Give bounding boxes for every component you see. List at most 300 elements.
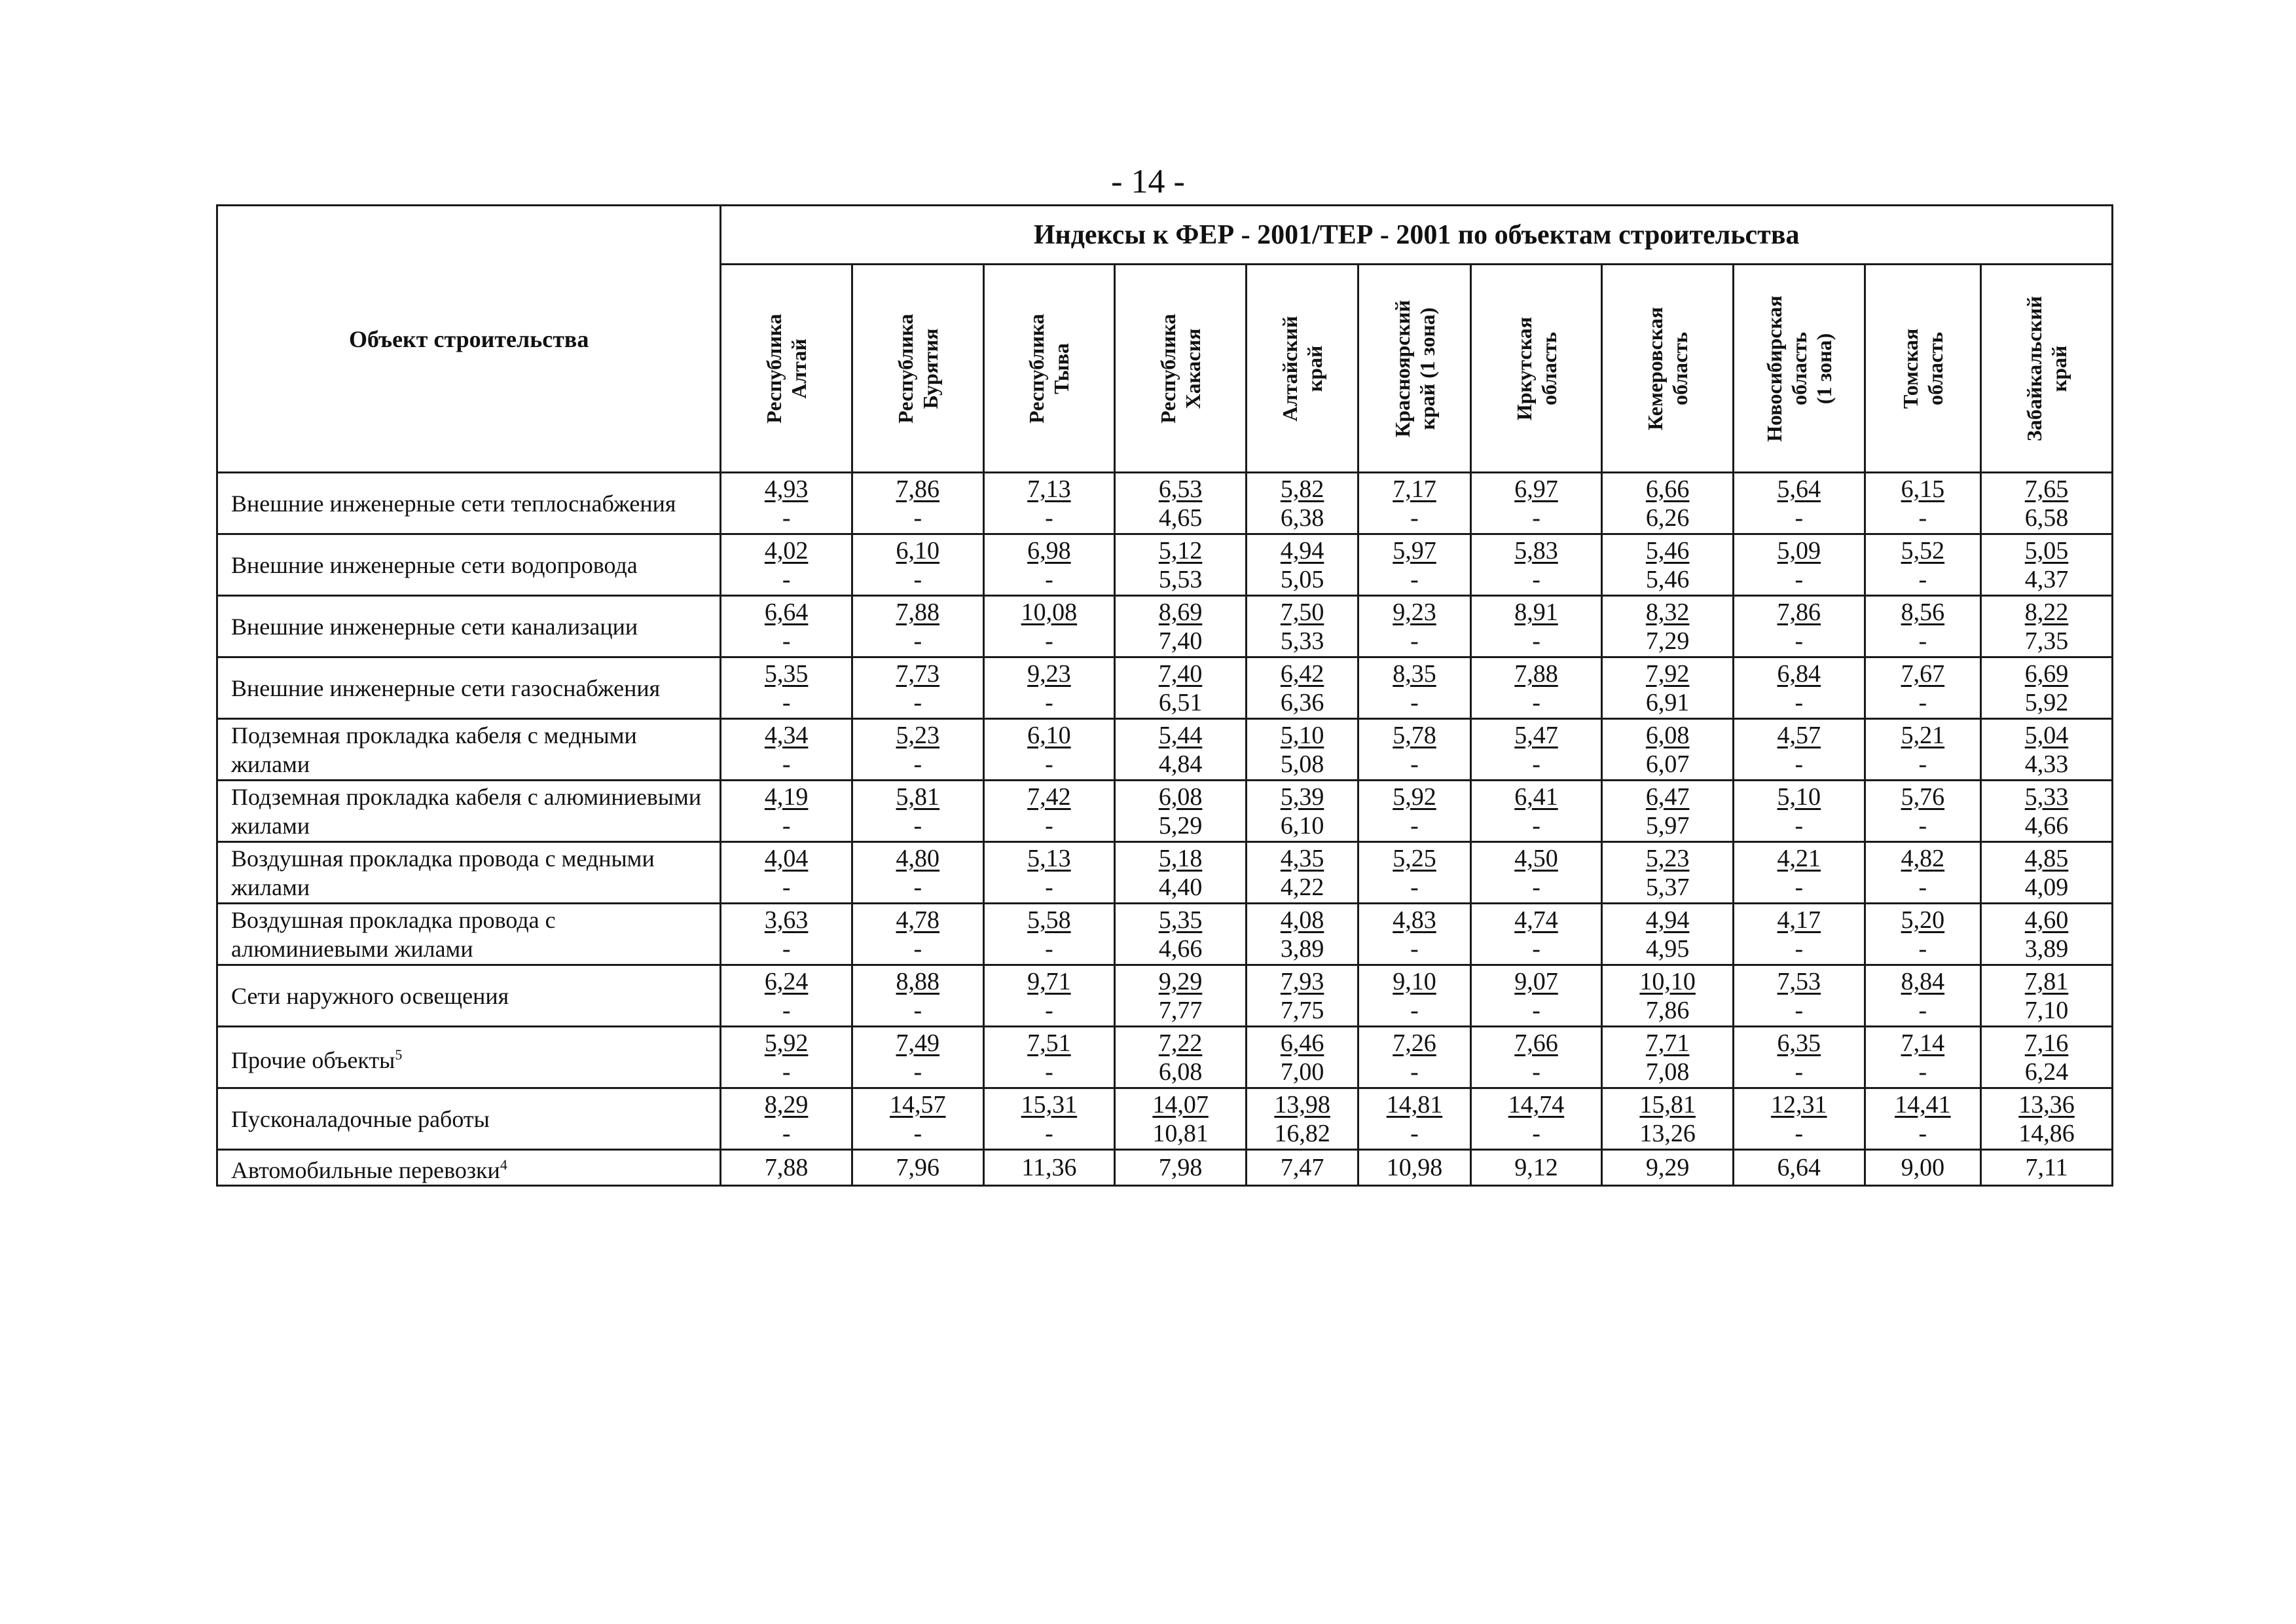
table-row xyxy=(217,904,2113,965)
index-value-top: 5,12 xyxy=(1158,536,1203,564)
index-cell xyxy=(1602,719,1734,781)
index-value-top: 8,56 xyxy=(1901,598,1945,626)
index-value-top: 12,31 xyxy=(1771,1090,1827,1118)
index-cell xyxy=(1358,1027,1470,1088)
object-name: Воздушная прокладка провода с алюминиевыми жилами xyxy=(231,906,556,962)
index-cell xyxy=(983,965,1115,1027)
index-cell xyxy=(1115,534,1247,596)
index-cell xyxy=(1733,1088,1865,1150)
index-cell xyxy=(1602,473,1734,534)
index-value-top: 7,26 xyxy=(1393,1029,1436,1057)
index-value-bottom: 4,66 xyxy=(1158,934,1203,963)
index-cell xyxy=(1865,473,1980,534)
index-value-top: 6,46 xyxy=(1280,1029,1324,1057)
index-value-bottom: 5,92 xyxy=(2024,688,2069,716)
object-name: Сети наружного освещения xyxy=(231,982,509,1009)
index-value-bottom: - xyxy=(1045,1119,1053,1147)
index-cell xyxy=(1981,473,2113,534)
index-value-top: 8,84 xyxy=(1901,967,1945,995)
index-cell xyxy=(983,904,1115,965)
region-header-line: Забайкальский xyxy=(2022,295,2047,441)
index-value-bottom: 5,29 xyxy=(1158,811,1203,840)
region-header-line: край xyxy=(1303,345,1327,392)
region-header-line: Новосибирская xyxy=(1762,295,1786,442)
index-cell xyxy=(852,965,983,1027)
index-cell xyxy=(1246,904,1358,965)
index-cell xyxy=(1602,904,1734,965)
index-value-bottom: - xyxy=(1918,934,1927,963)
region-header xyxy=(1981,265,2113,473)
index-cell xyxy=(1981,904,2113,965)
index-cell xyxy=(721,1027,852,1088)
object-name: Внешние инженерные сети водопровода xyxy=(231,551,638,578)
index-value-bottom: 6,07 xyxy=(1645,750,1690,778)
index-value-top: 6,64 xyxy=(764,598,809,626)
index-value-top: 4,80 xyxy=(896,844,940,872)
index-cell xyxy=(1470,596,1602,657)
index-value-top: 7,53 xyxy=(1777,967,1821,995)
index-cell xyxy=(1358,657,1470,719)
index-value-bottom: 6,08 xyxy=(1158,1058,1203,1086)
region-header xyxy=(1602,265,1734,473)
index-value-bottom: - xyxy=(782,873,791,901)
index-cell xyxy=(1115,473,1247,534)
index-value-top: 6,08 xyxy=(1645,721,1690,749)
index-value-top: 14,81 xyxy=(1386,1090,1443,1118)
object-name-cell xyxy=(217,1150,721,1186)
index-value-bottom: - xyxy=(1532,627,1540,655)
region-header xyxy=(983,265,1115,473)
index-value-top: 5,35 xyxy=(1158,906,1203,934)
index-cell xyxy=(1602,781,1734,842)
index-cell xyxy=(852,781,983,842)
table-row xyxy=(217,473,2113,534)
index-value-bottom: - xyxy=(1410,1058,1419,1086)
index-value-bottom: - xyxy=(913,504,922,532)
index-value-top: 5,33 xyxy=(2024,783,2069,811)
region-header-label xyxy=(1643,274,1692,464)
index-value-bottom: - xyxy=(1045,504,1053,532)
region-header-line: Республика xyxy=(1156,313,1180,424)
index-cell xyxy=(852,657,983,719)
object-name-cell xyxy=(217,904,721,965)
index-cell xyxy=(1358,596,1470,657)
index-value-top: 8,29 xyxy=(764,1090,809,1118)
index-cell xyxy=(1733,781,1865,842)
index-value-top: 5,47 xyxy=(1514,721,1558,749)
index-value-top: 13,98 xyxy=(1274,1090,1330,1118)
index-value-top: 5,25 xyxy=(1393,844,1436,872)
index-value-top: 4,93 xyxy=(764,475,809,503)
index-value-bottom: 16,82 xyxy=(1274,1119,1330,1147)
index-value-bottom: 6,24 xyxy=(2024,1058,2069,1086)
index-value-top: 5,82 xyxy=(1280,475,1324,503)
region-header-label xyxy=(1512,274,1561,464)
index-value-bottom: - xyxy=(1045,627,1053,655)
index-cell xyxy=(852,473,983,534)
index-value-top: 7,16 xyxy=(2024,1029,2069,1057)
index-value-top: 10,10 xyxy=(1639,967,1696,995)
index-value-top: 4,04 xyxy=(764,844,809,872)
index-cell xyxy=(1358,1088,1470,1150)
index-value-top: 5,18 xyxy=(1158,844,1203,872)
index-cell xyxy=(1470,781,1602,842)
index-value-bottom: - xyxy=(1045,996,1053,1024)
index-value-bottom: 3,89 xyxy=(1280,934,1324,963)
index-value-bottom: - xyxy=(1532,504,1540,532)
index-cell xyxy=(1981,965,2113,1027)
region-header xyxy=(1246,265,1358,473)
index-cell xyxy=(1358,904,1470,965)
index-cell xyxy=(983,842,1115,904)
index-value-bottom: - xyxy=(1410,934,1419,963)
region-header-line: край xyxy=(2047,345,2071,392)
index-cell: 9,00 xyxy=(1865,1150,1980,1186)
index-value-top: 8,32 xyxy=(1645,598,1690,626)
index-cell xyxy=(1246,781,1358,842)
region-header-label xyxy=(893,274,943,464)
table-row xyxy=(217,842,2113,904)
index-value-top: 5,23 xyxy=(896,721,940,749)
object-name-cell xyxy=(217,1088,721,1150)
object-name-cell xyxy=(217,1027,721,1088)
index-value-top: 9,07 xyxy=(1514,967,1558,995)
index-value-top: 5,35 xyxy=(764,659,809,688)
index-value-bottom: - xyxy=(913,996,922,1024)
index-value-bottom: - xyxy=(782,750,791,778)
index-value-bottom: - xyxy=(913,811,922,840)
index-value-top: 8,88 xyxy=(896,967,940,995)
region-header xyxy=(1470,265,1602,473)
index-value-top: 15,31 xyxy=(1021,1090,1078,1118)
index-value-top: 5,10 xyxy=(1280,721,1324,749)
index-cell xyxy=(721,904,852,965)
index-value-top: 5,09 xyxy=(1777,536,1821,564)
index-cell xyxy=(1602,965,1734,1027)
index-value-bottom: 7,35 xyxy=(2024,627,2069,655)
index-value-bottom: - xyxy=(1410,996,1419,1024)
index-cell xyxy=(1115,1088,1247,1150)
index-value-bottom: - xyxy=(782,811,791,840)
index-value-top: 6,97 xyxy=(1514,475,1558,503)
index-cell xyxy=(1865,534,1980,596)
index-value-top: 4,78 xyxy=(896,906,940,934)
index-value-top: 6,98 xyxy=(1027,536,1071,564)
index-value-bottom: - xyxy=(1918,811,1927,840)
index-value-top: 8,35 xyxy=(1393,659,1436,688)
index-cell: 7,98 xyxy=(1115,1150,1247,1186)
index-cell xyxy=(1115,596,1247,657)
index-value-top: 5,76 xyxy=(1901,783,1945,811)
index-cell xyxy=(1981,1027,2113,1088)
index-value-top: 7,93 xyxy=(1280,967,1324,995)
index-value-bottom: 4,95 xyxy=(1645,934,1690,963)
index-value-top: 5,58 xyxy=(1027,906,1071,934)
region-header-line: Тыва xyxy=(1049,342,1074,394)
index-value-top: 5,92 xyxy=(1393,783,1436,811)
index-cell xyxy=(1602,657,1734,719)
region-header-line: Бурятия xyxy=(918,328,942,409)
index-cell xyxy=(1246,1088,1358,1150)
index-cell xyxy=(1981,781,2113,842)
footnote-marker: 5 xyxy=(395,1046,403,1063)
index-value-bottom: - xyxy=(1918,688,1927,716)
index-cell xyxy=(1470,719,1602,781)
index-cell xyxy=(1733,596,1865,657)
region-header-line: Томская xyxy=(1898,328,1922,409)
region-header-line: Республика xyxy=(762,313,786,424)
index-value-bottom: 7,10 xyxy=(2024,996,2069,1024)
index-value-top: 4,82 xyxy=(1901,844,1945,872)
index-cell xyxy=(1115,842,1247,904)
index-value-bottom: - xyxy=(1795,565,1804,593)
index-cell xyxy=(983,1027,1115,1088)
index-cell xyxy=(1981,842,2113,904)
object-name: Подземная прокладка кабеля с медными жилами xyxy=(231,722,637,777)
object-name: Автомобильные перевозки xyxy=(231,1157,500,1183)
index-value-top: 4,94 xyxy=(1280,536,1324,564)
index-value-bottom: 7,00 xyxy=(1280,1058,1324,1086)
index-cell xyxy=(721,596,852,657)
index-value-bottom: 6,26 xyxy=(1645,504,1690,532)
index-value-top: 5,20 xyxy=(1901,906,1945,934)
object-name: Воздушная прокладка провода с медными жилами xyxy=(231,845,655,900)
index-cell xyxy=(721,1088,852,1150)
index-value-top: 6,10 xyxy=(1027,721,1071,749)
index-value-top: 14,57 xyxy=(890,1090,946,1118)
index-value-bottom: - xyxy=(1410,504,1419,532)
index-value-bottom: - xyxy=(1918,996,1927,1024)
index-value-bottom: - xyxy=(1795,996,1804,1024)
object-name: Внешние инженерные сети теплоснабжения xyxy=(231,490,676,517)
index-value-bottom: 4,66 xyxy=(2024,811,2069,840)
index-value-top: 5,52 xyxy=(1901,536,1945,564)
index-value-top: 14,41 xyxy=(1895,1090,1951,1118)
index-cell xyxy=(983,1088,1115,1150)
index-value-top: 8,91 xyxy=(1514,598,1558,626)
index-value-bottom: 4,33 xyxy=(2024,750,2069,778)
index-value-top: 9,23 xyxy=(1393,598,1436,626)
object-name: Внешние инженерные сети канализации xyxy=(231,613,638,640)
index-value-top: 13,36 xyxy=(2018,1090,2075,1118)
index-value-bottom: - xyxy=(1410,627,1419,655)
index-value-bottom: - xyxy=(1532,934,1540,963)
index-cell: 9,12 xyxy=(1470,1150,1602,1186)
index-cell xyxy=(1602,842,1734,904)
index-cell xyxy=(1602,534,1734,596)
index-value-bottom: - xyxy=(913,688,922,716)
index-value-top: 7,92 xyxy=(1645,659,1690,688)
index-value-bottom: 6,10 xyxy=(1280,811,1324,840)
table-row-transport xyxy=(217,1150,2113,1186)
index-value-bottom: - xyxy=(913,627,922,655)
index-value-bottom: - xyxy=(1532,750,1540,778)
index-value-top: 5,39 xyxy=(1280,783,1324,811)
index-cell xyxy=(1358,965,1470,1027)
index-value-top: 7,88 xyxy=(1514,659,1558,688)
index-value-top: 7,73 xyxy=(896,659,940,688)
index-value-top: 7,50 xyxy=(1280,598,1324,626)
index-cell xyxy=(983,657,1115,719)
index-value-bottom: 4,40 xyxy=(1158,873,1203,901)
index-value-bottom: 7,75 xyxy=(1280,996,1324,1024)
index-value-bottom: - xyxy=(782,996,791,1024)
index-cell xyxy=(1115,781,1247,842)
index-value-top: 7,49 xyxy=(896,1029,940,1057)
region-header-line: Кемеровская xyxy=(1643,306,1667,430)
index-value-bottom: - xyxy=(1410,750,1419,778)
index-value-top: 4,17 xyxy=(1777,906,1821,934)
index-cell xyxy=(852,1027,983,1088)
index-cell xyxy=(721,473,852,534)
index-value-top: 7,65 xyxy=(2024,475,2069,503)
index-value-bottom: - xyxy=(913,565,922,593)
index-value-top: 9,23 xyxy=(1027,659,1071,688)
index-value-top: 7,86 xyxy=(896,475,940,503)
index-value-top: 4,02 xyxy=(764,536,809,564)
index-value-bottom: 13,26 xyxy=(1639,1119,1696,1147)
index-cell: 7,88 xyxy=(721,1150,852,1186)
region-header-label xyxy=(1762,274,1836,464)
index-cell xyxy=(1733,965,1865,1027)
index-value-bottom: - xyxy=(782,1119,791,1147)
index-cell xyxy=(1470,657,1602,719)
index-value-bottom: - xyxy=(1918,1119,1927,1147)
index-cell xyxy=(1470,1027,1602,1088)
index-value-bottom: 7,77 xyxy=(1158,996,1203,1024)
index-cell xyxy=(1246,719,1358,781)
index-cell xyxy=(1733,719,1865,781)
index-value-top: 5,97 xyxy=(1393,536,1436,564)
region-header-line: Республика xyxy=(1025,313,1049,424)
index-value-bottom: 4,09 xyxy=(2024,873,2069,901)
index-value-top: 4,19 xyxy=(764,783,809,811)
index-value-bottom: - xyxy=(1795,934,1804,963)
index-cell xyxy=(1246,657,1358,719)
index-value-bottom: - xyxy=(913,873,922,901)
region-header-line: область xyxy=(1923,331,1947,405)
index-cell xyxy=(1733,904,1865,965)
index-value-bottom: - xyxy=(1918,1058,1927,1086)
object-name-cell xyxy=(217,781,721,842)
region-header-line: Алтай xyxy=(787,338,811,399)
index-value-top: 9,10 xyxy=(1393,967,1436,995)
index-cell: 10,98 xyxy=(1358,1150,1470,1186)
table-row xyxy=(217,719,2113,781)
index-value-bottom: - xyxy=(782,934,791,963)
object-column-header: Объект строительства xyxy=(217,206,721,473)
index-cell xyxy=(1470,473,1602,534)
index-value-bottom: 5,37 xyxy=(1645,873,1690,901)
index-value-top: 6,84 xyxy=(1777,659,1821,688)
page-number: - 14 - xyxy=(1111,163,1185,200)
region-header-line: область xyxy=(1537,331,1561,405)
index-value-bottom: 10,81 xyxy=(1152,1119,1209,1147)
index-value-top: 9,29 xyxy=(1158,967,1203,995)
index-value-bottom: - xyxy=(1918,873,1927,901)
region-header-line: Алтайский xyxy=(1278,315,1302,422)
index-value-top: 4,85 xyxy=(2024,844,2069,872)
index-cell xyxy=(1470,534,1602,596)
index-value-bottom: - xyxy=(1795,811,1804,840)
index-value-top: 7,22 xyxy=(1158,1029,1203,1057)
index-value-top: 8,22 xyxy=(2024,598,2069,626)
index-cell xyxy=(1981,719,2113,781)
index-cell xyxy=(1733,473,1865,534)
index-cell xyxy=(1115,965,1247,1027)
index-value-bottom: - xyxy=(1532,873,1540,901)
index-value-top: 4,57 xyxy=(1777,721,1821,749)
region-header-line: область xyxy=(1668,331,1692,405)
table-row xyxy=(217,1088,2113,1150)
index-value-top: 14,74 xyxy=(1508,1090,1565,1118)
index-cell xyxy=(1246,596,1358,657)
index-cell: 7,11 xyxy=(1981,1150,2113,1186)
index-cell xyxy=(1115,904,1247,965)
index-value-bottom: 5,46 xyxy=(1645,565,1690,593)
index-cell xyxy=(1981,534,2113,596)
index-value-bottom: - xyxy=(782,688,791,716)
index-cell: 7,96 xyxy=(852,1150,983,1186)
region-header xyxy=(721,265,852,473)
index-value-top: 5,21 xyxy=(1901,721,1945,749)
index-value-bottom: - xyxy=(1045,873,1053,901)
index-value-bottom: - xyxy=(913,934,922,963)
index-cell xyxy=(1246,1027,1358,1088)
index-value-top: 7,51 xyxy=(1027,1029,1071,1057)
object-name-cell xyxy=(217,657,721,719)
table-row xyxy=(217,1027,2113,1088)
index-value-top: 5,23 xyxy=(1645,844,1690,872)
index-value-bottom: 5,33 xyxy=(1280,627,1324,655)
index-value-top: 7,71 xyxy=(1645,1029,1690,1057)
index-value-bottom: 5,05 xyxy=(1280,565,1324,593)
index-value-top: 4,34 xyxy=(764,721,809,749)
index-value-bottom: - xyxy=(1795,504,1804,532)
index-cell xyxy=(983,473,1115,534)
index-value-bottom: 7,40 xyxy=(1158,627,1203,655)
table-row xyxy=(217,596,2113,657)
index-value-top: 5,04 xyxy=(2024,721,2069,749)
index-value-top: 7,88 xyxy=(896,598,940,626)
table-row xyxy=(217,965,2113,1027)
index-value-bottom: 4,37 xyxy=(2024,565,2069,593)
index-value-top: 5,10 xyxy=(1777,783,1821,811)
index-cell xyxy=(852,904,983,965)
region-header-label xyxy=(2022,274,2071,464)
index-cell xyxy=(852,842,983,904)
region-header xyxy=(852,265,983,473)
index-value-bottom: 14,86 xyxy=(2018,1119,2075,1147)
region-header xyxy=(1358,265,1470,473)
table-row xyxy=(217,781,2113,842)
index-cell xyxy=(1733,534,1865,596)
index-value-top: 5,05 xyxy=(2024,536,2069,564)
index-value-top: 4,83 xyxy=(1393,906,1436,934)
index-value-bottom: 6,91 xyxy=(1645,688,1690,716)
index-value-top: 5,92 xyxy=(764,1029,809,1057)
index-cell xyxy=(983,719,1115,781)
index-value-top: 15,81 xyxy=(1639,1090,1696,1118)
index-cell xyxy=(721,534,852,596)
index-value-top: 7,86 xyxy=(1777,598,1821,626)
index-value-bottom: - xyxy=(1045,934,1053,963)
table-body xyxy=(217,473,2113,1186)
index-value-top: 7,67 xyxy=(1901,659,1945,688)
table-row xyxy=(217,534,2113,596)
index-value-top: 6,47 xyxy=(1645,783,1690,811)
index-cell xyxy=(852,534,983,596)
